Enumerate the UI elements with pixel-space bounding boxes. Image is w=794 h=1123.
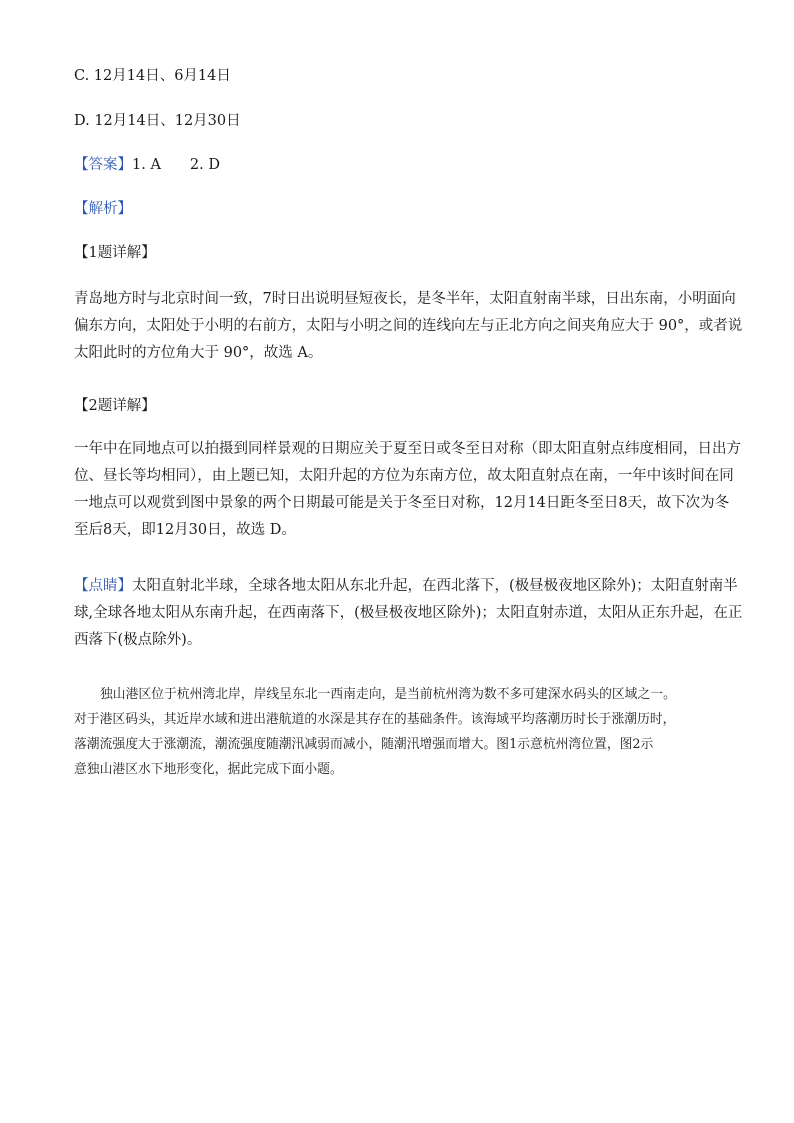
q2-line: 一年中在同地点可以拍摄到同样景观的日期应关于夏至日或冬至日对称（即太阳直射点纬度相同，日出方 (74, 441, 741, 457)
option-c: C. 12月14日、6月14日 (74, 68, 231, 84)
q2-line: 一地点可以观赏到图中景象的两个日期最可能是关于冬至日对称，12月14日距冬至日8天，故下次为冬 (74, 495, 730, 511)
passage-line: 意独山港区水下地形变化，据此完成下面小题。 (74, 762, 343, 777)
q2-heading: 【2题详解】 (74, 398, 156, 414)
q1-heading: 【1题详解】 (74, 245, 156, 261)
tips-line (74, 573, 738, 600)
answer-label: 【答案】 (74, 157, 132, 173)
tips-line: 球,全球各地太阳从东南升起，在西南落下，(极昼极夜地区除外)；太阳直射赤道，太阳从正东升起，在正 (74, 605, 743, 621)
passage-line: 落潮流强度大于涨潮流，潮流强度随潮汛减弱而减小，随潮汛增强而增大。图1示意杭州湾位置，图2示 (74, 737, 654, 752)
q2-line: 位、昼长等均相同），由上题已知，太阳升起的方位为东南方位，故太阳直射点在南，一年中该时间在同 (74, 468, 734, 484)
q1-line: 青岛地方时与北京时间一致，7时日出说明昼短夜长，是冬半年，太阳直射南半球，日出东南，小明面向 (74, 291, 736, 307)
analysis-label: 【解析】 (74, 201, 132, 217)
q1-line: 偏东方向，太阳处于小明的右前方，太阳与小明之间的连线向左与正北方向之间夹角应大于 90°，或者说 (74, 318, 743, 334)
q2-line: 至后8天，即12月30日，故选 D。 (74, 522, 296, 538)
passage (74, 682, 754, 782)
tips-label: 【点睛】 (74, 578, 132, 594)
q1-body (74, 286, 743, 367)
tips-body (74, 573, 743, 654)
answer-line (74, 155, 220, 175)
option-d: D. 12月14日、12月30日 (74, 113, 241, 129)
answer-value: 1. A 2. D (132, 157, 220, 173)
q2-body (74, 436, 741, 544)
tips-line-text: 太阳直射北半球，全球各地太阳从东北升起，在西北落下，(极昼极夜地区除外)；太阳直射南半 (132, 578, 738, 594)
tips-line: 西落下(极点除外)。 (74, 632, 202, 648)
passage-line: 对于港区码头，其近岸水域和进出港航道的水深是其存在的基础条件。该海域平均落潮历时长于涨潮历时， (74, 712, 676, 727)
passage-line: 独山港区位于杭州湾北岸，岸线呈东北一西南走向，是当前杭州湾为数不多可建深水码头的区域之一。 (100, 687, 676, 702)
q1-line: 太阳此时的方位角大于 90°，故选 A。 (74, 345, 323, 361)
